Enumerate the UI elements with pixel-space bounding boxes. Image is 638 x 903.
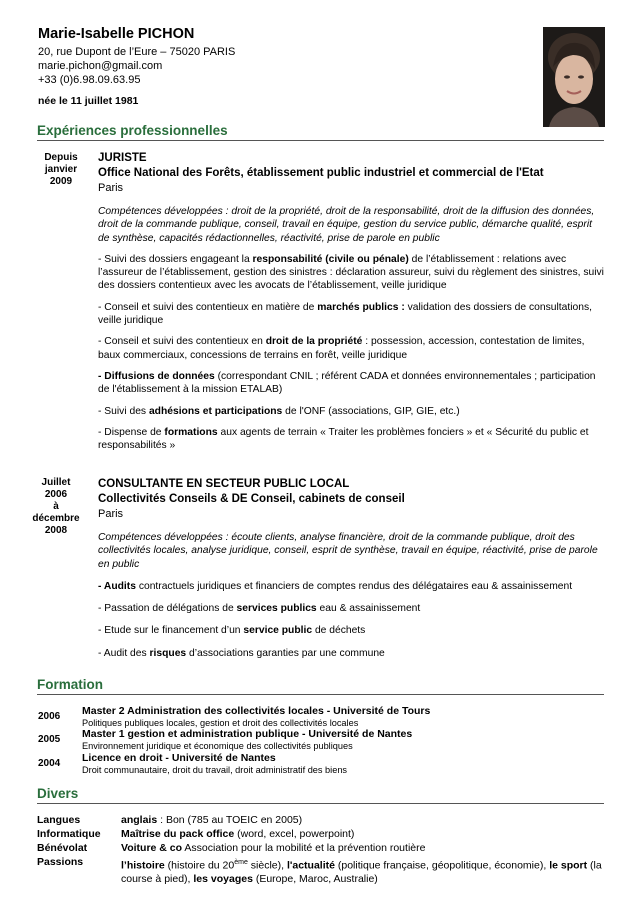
education-title: Master 2 Administration des collectivités locales - Université de Tours [82, 705, 431, 717]
volunteering-label: Bénévolat [37, 842, 88, 854]
job-task: - Dispense de formations aux agents de terrain « Traiter les problèmes fonciers » et « Sécurité du public et responsabilités » [98, 426, 589, 452]
job-task: - Diffusions de données (correspondant CNIL ; référent CADA et données environnementales ; participation de l'établissement à la mission ETALAB) [98, 370, 596, 396]
section-divider [37, 694, 604, 695]
section-divider [37, 140, 604, 141]
volunteering-value: Voiture & co Association pour la mobilité et la prévention routière [121, 842, 426, 854]
education-year: 2004 [38, 758, 61, 769]
job-competences: Compétences développées : droit de la propriété, droit de la responsabilité, droit de la diffusion des données, droit de la commande publique, conseil, travail en équipe, gestion du service public, démarche qualité, esprit de synthèse, capacités rédactionnelles, réactivité, prise de parole en public [98, 206, 595, 244]
job-task: - Suivi des dossiers engageant la responsabilité (civile ou pénale) de l’établissement : relations avec l’assureur de l’établissement, gestion des sinistres : déclaration assureur, suivi du règlement des sinistres, suivi des dossiers contentieux avec les avocats de l’établissement, veille juridique [98, 253, 604, 292]
education-year: 2006 [38, 711, 61, 722]
job-date: Depuis janvier 2009 [44, 152, 78, 187]
education-detail: Politiques publiques locales, gestion et droit des collectivités locales [82, 718, 359, 728]
it-value: Maîtrise du pack office (word, excel, powerpoint) [121, 828, 355, 840]
section-title-experience: Expériences professionnelles [37, 123, 228, 138]
languages-value: anglais : Bon (785 au TOEIC en 2005) [121, 814, 303, 826]
education-detail: Environnement juridique et économique des collectivités publiques [82, 741, 353, 751]
job-title: JURISTE [98, 152, 147, 164]
job-city: Paris [98, 182, 124, 194]
it-label: Informatique [37, 828, 101, 840]
job-organization: Office National des Forêts, établissement public industriel et commercial de l'Etat [98, 167, 544, 179]
hobbies-value: l’histoire (histoire du 20ème siècle), l'actualité (politique française, géopolitique, économie), le sport (la course à pied), les voyages (Europe, Maroc, Australie) [121, 859, 602, 885]
profile-photo [543, 27, 605, 127]
job-title: CONSULTANTE EN SECTEUR PUBLIC LOCAL [98, 478, 350, 490]
job-task: - Conseil et suivi des contentieux en matière de marchés publics : validation des dossiers de consultations, veille juridique [98, 301, 592, 327]
job-competences: Compétences développées : écoute clients, analyse financière, droit de la commande publique, droit des collectivités locales, analyse juridique, conseil, esprit de synthèse, travail en équipe, réactivité, prise de parole en public [98, 532, 598, 570]
email: marie.pichon@gmail.com [38, 60, 163, 72]
job-date: Juillet 2006 à décembre 2008 [32, 477, 80, 536]
education-title: Master 1 gestion et administration publique - Université de Nantes [82, 728, 413, 740]
job-city: Paris [98, 508, 124, 520]
section-divider [37, 803, 604, 804]
job-task: - Conseil et suivi des contentieux en droit de la propriété : possession, accession, contestation de limites, baux commerciaux, concessions de terrains en forêt, veille juridique [98, 336, 585, 361]
section-title-education: Formation [37, 677, 103, 692]
job-entry [98, 477, 606, 660]
education-year: 2005 [38, 734, 61, 745]
birth-date: née le 11 juillet 1981 [38, 95, 139, 107]
hobbies-label: Passions [37, 856, 84, 868]
education-title: Licence en droit - Université de Nantes [82, 752, 276, 764]
job-task: - Suivi des adhésions et participations de l'ONF (associations, GIP, GIE, etc.) [98, 405, 460, 417]
job-task: - Audit des risques d’associations garanties par une commune [98, 647, 385, 659]
job-organization: Collectivités Conseils & DE Conseil, cabinets de conseil [98, 493, 405, 505]
job-task: - Etude sur le financement d’un service public de déchets [98, 625, 366, 637]
job-task: - Audits contractuels juridiques et financiers de comptes rendus des délégataires eau & assainissement [98, 580, 573, 592]
section-title-misc: Divers [37, 786, 79, 801]
job-task: - Passation de délégations de services publics eau & assainissement [98, 603, 421, 615]
languages-label: Langues [37, 814, 81, 826]
candidate-name: Marie-Isabelle PICHON [38, 26, 195, 42]
job-entry [98, 151, 606, 452]
education-detail: Droit communautaire, droit du travail, droit administratif des biens [82, 765, 348, 775]
address: 20, rue Dupont de l’Eure – 75020 PARIS [38, 46, 236, 58]
phone: +33 (0)6.98.09.63.95 [38, 74, 141, 86]
